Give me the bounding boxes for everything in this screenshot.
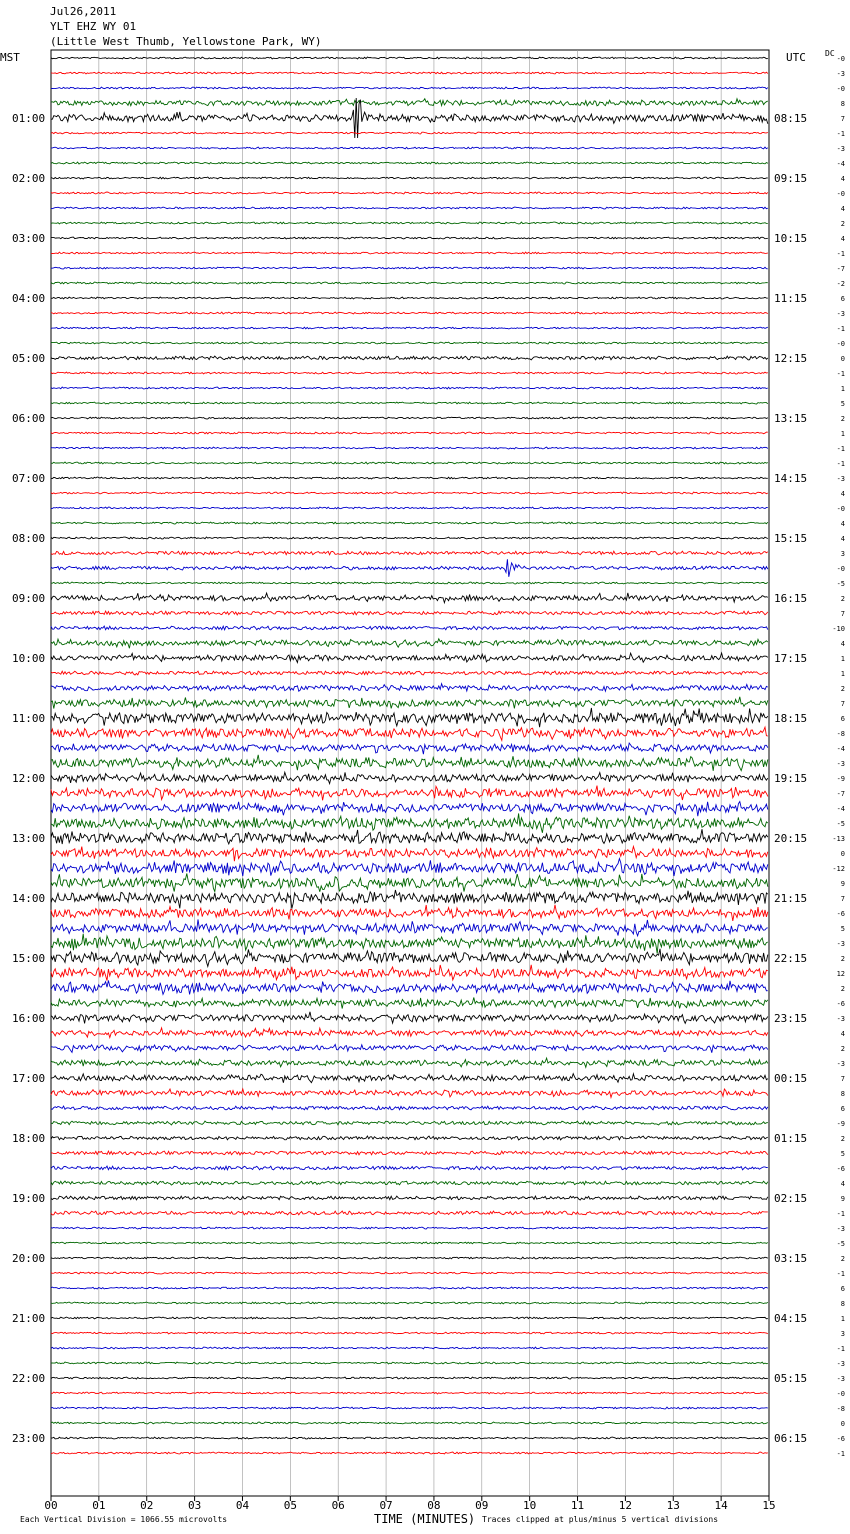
left-hour-label: 09:00 xyxy=(12,592,46,605)
dc-offset-label: -6 xyxy=(836,1435,845,1443)
seismic-trace xyxy=(51,1362,768,1364)
left-hour-label: 13:00 xyxy=(12,832,46,845)
left-hour-label: 17:00 xyxy=(12,1072,46,1085)
seismic-trace xyxy=(51,312,768,314)
right-hour-label: 13:15 xyxy=(774,412,808,425)
seismic-trace xyxy=(51,582,768,584)
right-hour-label: 10:15 xyxy=(774,232,808,245)
dc-offset-label: 2 xyxy=(840,685,845,693)
seismic-trace xyxy=(51,417,768,419)
seismic-trace xyxy=(51,671,768,675)
seismic-trace xyxy=(51,919,768,935)
right-hour-label: 05:15 xyxy=(774,1372,808,1385)
seismic-trace xyxy=(51,593,768,603)
dc-offset-label: 7 xyxy=(840,610,845,618)
seismic-trace xyxy=(51,207,768,209)
dc-offset-label: 7 xyxy=(840,700,845,708)
dc-offset-label: 4 xyxy=(840,205,845,213)
seismic-trace xyxy=(51,1347,768,1349)
dc-offset-label: 9 xyxy=(840,880,845,888)
scale-note: Each Vertical Division = 1066.55 microvolts xyxy=(20,1515,228,1524)
seismic-trace xyxy=(51,772,768,783)
x-tick-label: 03 xyxy=(187,1499,202,1512)
seismic-trace xyxy=(51,1074,768,1083)
seismic-trace xyxy=(51,1452,768,1454)
dc-offset-label: 3 xyxy=(840,1330,845,1338)
left-hour-label: 14:00 xyxy=(12,892,46,905)
right-hour-label: 23:15 xyxy=(774,1012,808,1025)
dc-offset-label: -7 xyxy=(836,265,845,273)
right-hour-label: 22:15 xyxy=(774,952,808,965)
left-hour-label: 12:00 xyxy=(12,772,46,785)
dc-offset-label: 7 xyxy=(840,115,845,123)
dc-offset-label: -4 xyxy=(836,745,845,753)
dc-offset-label: -1 xyxy=(836,250,845,258)
seismic-trace xyxy=(51,1377,768,1379)
seismic-trace xyxy=(51,1196,768,1200)
dc-offset-label: -6 xyxy=(836,910,845,918)
seismic-trace xyxy=(51,447,768,449)
x-tick-label: 00 xyxy=(44,1499,58,1512)
left-timezone-label: MST xyxy=(0,51,20,64)
seismic-trace xyxy=(51,890,768,909)
dc-offset-label: -9 xyxy=(836,1120,845,1128)
seismic-trace xyxy=(51,282,768,284)
left-hour-label: 15:00 xyxy=(12,952,46,965)
seismic-trace xyxy=(51,859,768,877)
seismic-trace xyxy=(51,222,768,224)
seismic-trace xyxy=(51,653,768,663)
dc-offset-label: -1 xyxy=(836,460,845,468)
seismic-trace xyxy=(51,147,768,149)
dc-offset-label: -5 xyxy=(836,820,845,828)
x-tick-label: 06 xyxy=(331,1499,345,1512)
seismic-trace xyxy=(51,1012,768,1024)
dc-offset-label: -0 xyxy=(836,85,845,93)
dc-offset-label: 12 xyxy=(836,970,845,978)
dc-offset-label: 3 xyxy=(840,550,845,558)
left-hour-label: 20:00 xyxy=(12,1252,46,1265)
dc-offset-label: 8 xyxy=(840,100,845,108)
seismic-trace xyxy=(51,626,768,630)
dc-offset-label: -0 xyxy=(836,505,845,513)
seismic-trace xyxy=(51,949,768,967)
left-hour-label: 04:00 xyxy=(12,292,46,305)
x-tick-label: 15 xyxy=(762,1499,776,1512)
dc-offset-label: 5 xyxy=(840,1150,845,1158)
seismic-trace xyxy=(51,507,768,509)
dc-offset-label: 5 xyxy=(840,400,845,408)
seismic-trace xyxy=(51,1151,768,1155)
seismic-trace xyxy=(51,829,768,844)
seismic-trace xyxy=(51,551,768,555)
dc-offset-label: 8 xyxy=(840,1090,845,1098)
clip-note: Traces clipped at plus/minus 5 vertical divisions xyxy=(482,1515,719,1524)
dc-offset-label: -0 xyxy=(836,1390,845,1398)
dc-offset-label: 4 xyxy=(840,235,845,243)
seismic-trace xyxy=(51,1227,768,1229)
dc-offset-label: -1 xyxy=(836,1210,845,1218)
dc-offset-label: 0 xyxy=(840,1420,845,1428)
dc-offset-label: 2 xyxy=(840,955,845,963)
seismic-trace xyxy=(51,372,768,374)
dc-offset-label: 4 xyxy=(840,535,845,543)
x-tick-label: 12 xyxy=(618,1499,633,1512)
dc-offset-label: -13 xyxy=(832,835,845,843)
left-hour-label: 19:00 xyxy=(12,1192,46,1205)
right-hour-label: 14:15 xyxy=(774,472,808,485)
dc-offset-label: 1 xyxy=(840,1315,845,1323)
seismic-trace xyxy=(51,1302,768,1304)
seismic-trace xyxy=(51,387,768,389)
seismic-trace xyxy=(51,1407,768,1409)
left-hour-label: 03:00 xyxy=(12,232,46,245)
dc-offset-label: 1 xyxy=(840,385,845,393)
seismic-trace xyxy=(51,684,768,692)
dc-offset-label: -1 xyxy=(836,325,845,333)
seismic-trace xyxy=(51,477,768,479)
dc-offset-label: 4 xyxy=(840,1030,845,1038)
dc-offset-label: 7 xyxy=(840,895,845,903)
seismic-trace xyxy=(51,87,768,89)
left-hour-label: 23:00 xyxy=(12,1432,46,1445)
seismic-trace xyxy=(51,708,768,727)
seismic-trace xyxy=(51,697,768,709)
seismic-trace xyxy=(51,132,768,134)
right-hour-label: 17:15 xyxy=(774,652,808,665)
seismic-trace xyxy=(51,727,768,740)
dc-offset-label: -8 xyxy=(836,1405,845,1413)
seismic-trace xyxy=(51,1392,768,1394)
seismic-trace xyxy=(51,522,768,524)
seismic-trace xyxy=(51,847,768,862)
seismic-trace xyxy=(51,297,768,299)
dc-offset-label: 2 xyxy=(840,1255,845,1263)
seismic-trace xyxy=(51,905,768,921)
seismic-trace xyxy=(51,342,768,344)
x-tick-label: 02 xyxy=(140,1499,154,1512)
dc-offset-label: 1 xyxy=(840,670,845,678)
seismic-trace xyxy=(51,639,768,649)
dc-offset-label: -4 xyxy=(836,805,845,813)
seismic-trace xyxy=(51,786,768,801)
dc-offset-label: -3 xyxy=(836,70,845,78)
dc-offset-label: 4 xyxy=(840,1180,845,1188)
seismic-trace xyxy=(51,743,768,754)
right-hour-label: 18:15 xyxy=(774,712,808,725)
dc-offset-label: -12 xyxy=(832,865,845,873)
seismic-trace xyxy=(51,1257,768,1259)
seismic-trace xyxy=(51,162,768,164)
x-tick-label: 09 xyxy=(475,1499,489,1512)
dc-offset-label: -1 xyxy=(836,370,845,378)
right-hour-label: 06:15 xyxy=(774,1432,808,1445)
seismic-trace xyxy=(51,1166,768,1170)
right-hour-label: 02:15 xyxy=(774,1192,808,1205)
seismic-trace xyxy=(51,1045,768,1053)
dc-offset-label: -6 xyxy=(836,1165,845,1173)
seismic-trace xyxy=(51,537,768,539)
right-hour-label: 03:15 xyxy=(774,1252,808,1265)
dc-offset-label: -2 xyxy=(836,280,845,288)
dc-offset-label: -0 xyxy=(836,340,845,348)
left-hour-label: 06:00 xyxy=(12,412,46,425)
dc-offset-label: 2 xyxy=(840,1135,845,1143)
seismic-trace xyxy=(51,192,768,194)
dc-offset-label: -3 xyxy=(836,310,845,318)
seismic-trace xyxy=(51,813,768,832)
seismic-trace xyxy=(51,327,768,329)
dc-offset-label: 4 xyxy=(840,490,845,498)
x-tick-label: 11 xyxy=(570,1499,585,1512)
dc-offset-label: 0 xyxy=(840,355,845,363)
seismic-trace xyxy=(51,1106,768,1110)
seismic-trace xyxy=(51,402,768,404)
header-location: (Little West Thumb, Yellowstone Park, WY) xyxy=(50,35,322,48)
dc-offset-label: 4 xyxy=(840,640,845,648)
seismic-trace xyxy=(51,72,768,74)
header-station: YLT EHZ WY 01 xyxy=(50,20,137,33)
x-tick-label: 10 xyxy=(523,1499,537,1512)
seismic-trace xyxy=(51,1089,768,1097)
seismic-trace xyxy=(51,998,768,1009)
x-axis-title: TIME (MINUTES) xyxy=(374,1512,476,1526)
right-timezone-label: UTC xyxy=(786,51,806,64)
left-hour-label: 05:00 xyxy=(12,352,46,365)
dc-offset-label: 1 xyxy=(840,430,845,438)
dc-offset-label: -5 xyxy=(836,580,845,588)
seismic-trace xyxy=(51,981,768,995)
dc-offset-label: 6 xyxy=(840,715,845,723)
dc-offset-label: -1 xyxy=(836,130,845,138)
seismic-trace xyxy=(51,356,768,360)
dc-offset-label: -1 xyxy=(836,1270,845,1278)
dc-offset-label: 8 xyxy=(840,1300,845,1308)
seismic-trace xyxy=(51,1422,768,1424)
dc-offset-label: -7 xyxy=(836,790,845,798)
seismic-trace xyxy=(51,177,768,179)
dc-offset-label: 1 xyxy=(840,655,845,663)
dc-offset-label: -3 xyxy=(836,1060,845,1068)
left-hour-label: 02:00 xyxy=(12,172,46,185)
seismic-trace xyxy=(51,492,768,494)
seismic-trace xyxy=(51,237,768,239)
dc-offset-label: -5 xyxy=(836,1240,845,1248)
dc-offset-label: -1 xyxy=(836,1345,845,1353)
dc-offset-label: -8 xyxy=(836,730,845,738)
right-hour-label: 19:15 xyxy=(774,772,808,785)
dc-offset-label: -0 xyxy=(836,565,845,573)
dc-offset-label: 2 xyxy=(840,985,845,993)
dc-offset-label: 6 xyxy=(840,295,845,303)
header-date: Jul26,2011 xyxy=(50,5,117,18)
dc-offset-label: -0 xyxy=(836,55,845,63)
seismic-trace xyxy=(51,1317,768,1319)
seismic-trace xyxy=(51,99,768,106)
seismic-trace xyxy=(51,1242,768,1244)
dc-offset-label: -9 xyxy=(836,775,845,783)
seismic-trace xyxy=(51,1181,768,1185)
dc-offset-label: -6 xyxy=(836,1000,845,1008)
right-hour-label: 11:15 xyxy=(774,292,808,305)
seismic-trace xyxy=(51,1058,768,1067)
dc-offset-label: -1 xyxy=(836,445,845,453)
dc-offset-label: -10 xyxy=(832,625,845,633)
seismic-trace xyxy=(51,432,768,434)
right-hour-label: 12:15 xyxy=(774,352,808,365)
x-tick-label: 01 xyxy=(92,1499,106,1512)
right-hour-label: 01:15 xyxy=(774,1132,808,1145)
x-tick-label: 14 xyxy=(714,1499,728,1512)
x-tick-label: 04 xyxy=(235,1499,250,1512)
seismic-trace xyxy=(51,1121,768,1125)
right-hour-label: 08:15 xyxy=(774,112,808,125)
right-hour-label: 04:15 xyxy=(774,1312,808,1325)
x-tick-label: 05 xyxy=(283,1499,297,1512)
seismic-trace xyxy=(51,1028,768,1038)
seismic-trace xyxy=(51,559,768,577)
seismic-trace xyxy=(51,1136,768,1140)
x-tick-label: 07 xyxy=(379,1499,393,1512)
seismic-trace xyxy=(51,755,768,771)
dc-label: DC xyxy=(825,49,835,58)
seismic-trace xyxy=(51,1211,768,1215)
dc-offset-label: 6 xyxy=(840,1285,845,1293)
seismic-trace xyxy=(51,1437,768,1439)
dc-offset-label: -3 xyxy=(836,1360,845,1368)
seismic-trace xyxy=(51,1272,768,1274)
left-hour-label: 01:00 xyxy=(12,112,46,125)
right-hour-label: 16:15 xyxy=(774,592,808,605)
dc-offset-label: -3 xyxy=(836,1015,845,1023)
left-hour-label: 11:00 xyxy=(12,712,46,725)
dc-offset-label: -3 xyxy=(836,1225,845,1233)
left-hour-label: 18:00 xyxy=(12,1132,46,1145)
dc-offset-label: -0 xyxy=(836,190,845,198)
dc-offset-label: -3 xyxy=(836,475,845,483)
dc-offset-label: -3 xyxy=(836,760,845,768)
dc-offset-label: 2 xyxy=(840,595,845,603)
dc-offset-label: -3 xyxy=(836,940,845,948)
dc-offset-label: -3 xyxy=(836,145,845,153)
dc-offset-label: 0 xyxy=(840,850,845,858)
left-hour-label: 10:00 xyxy=(12,652,46,665)
right-hour-label: 20:15 xyxy=(774,832,808,845)
left-hour-label: 07:00 xyxy=(12,472,46,485)
right-hour-label: 09:15 xyxy=(774,172,808,185)
left-hour-label: 08:00 xyxy=(12,532,46,545)
dc-offset-label: 6 xyxy=(840,1105,845,1113)
seismic-trace xyxy=(51,267,768,269)
seismic-trace xyxy=(51,252,768,254)
dc-offset-label: 9 xyxy=(840,1195,845,1203)
seismic-trace xyxy=(51,1287,768,1289)
dc-offset-label: 2 xyxy=(840,1045,845,1053)
x-tick-label: 13 xyxy=(666,1499,680,1512)
seismic-trace xyxy=(51,802,768,817)
seismic-trace xyxy=(51,57,768,59)
dc-offset-label: 4 xyxy=(840,520,845,528)
left-hour-label: 22:00 xyxy=(12,1372,46,1385)
x-tick-label: 08 xyxy=(427,1499,441,1512)
left-hour-label: 16:00 xyxy=(12,1012,46,1025)
dc-offset-label: 7 xyxy=(840,1075,845,1083)
right-hour-label: 00:15 xyxy=(774,1072,808,1085)
dc-offset-label: 2 xyxy=(840,220,845,228)
seismic-trace xyxy=(51,462,768,464)
plot-frame xyxy=(51,50,769,1496)
seismic-trace xyxy=(51,874,768,892)
right-hour-label: 15:15 xyxy=(774,532,808,545)
dc-offset-label: -3 xyxy=(836,1375,845,1383)
dc-offset-label: 4 xyxy=(840,175,845,183)
dc-offset-label: 5 xyxy=(840,925,845,933)
seismic-trace xyxy=(51,965,768,981)
seismic-trace xyxy=(51,1332,768,1334)
dc-offset-label: -4 xyxy=(836,160,845,168)
seismic-trace xyxy=(51,611,768,615)
left-hour-label: 21:00 xyxy=(12,1312,46,1325)
dc-offset-label: 2 xyxy=(840,415,845,423)
dc-offset-label: -1 xyxy=(836,1450,845,1458)
right-hour-label: 21:15 xyxy=(774,892,808,905)
